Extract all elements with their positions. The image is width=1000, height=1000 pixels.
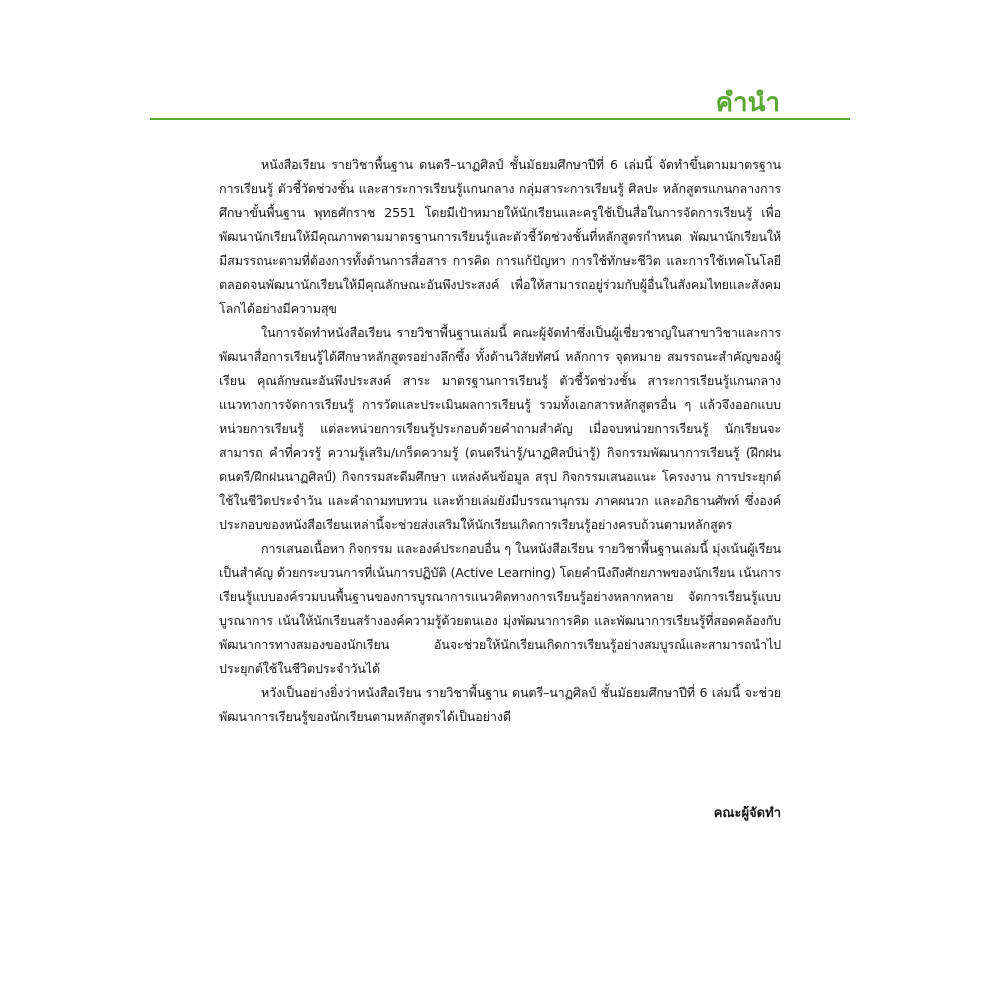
paragraph-1: หนังสือเรียน รายวิชาพื้นฐาน ดนตรี–นาฏศิลป์ ชั้นมัธยมศึกษาปีที่ 6 เล่มนี้ จัดทำขึ้นตามมาตรฐานการเรียนรู้ ตัวชี้วัดช่วงชั้น และสาระการเรียนรู้แกนกลาง กลุ่มสาระการเรียนรู้ ศิลปะ หลักสูตรแกนกลางการศึกษาขั้นพื้นฐาน พุทธศักราช 2551 โดยมีเป้าหมายให้นักเรียนและครูใช้เป็นสื่อในการจัดการเรียนรู้ เพื่อพัฒนานักเรียนให้มีคุณภาพตามมาตรฐานการเรียนรู้และตัวชี้วัดช่วงชั้นที่หลักสูตรกำหนด พัฒนานักเรียนให้มีสมรรถนะตามที่ต้องการทั้งด้านการสื่อสาร การคิด การแก้ปัญหา การใช้ทักษะชีวิต และการใช้เทคโนโลยี ตลอดจนพัฒนานักเรียนให้มีคุณลักษณะอันพึงประสงค์ เพื่อให้สามารถอยู่ร่วมกับผู้อื่นในสังคมไทยและสังคมโลกได้อย่างมีความสุข (219, 157, 781, 316)
page-title: คำนำ (715, 88, 780, 118)
author-signature: คณะผู้จัดทำ (713, 806, 781, 821)
paragraph-3: การเสนอเนื้อหา กิจกรรม และองค์ประกอบอื่น ๆ ในหนังสือเรียน รายวิชาพื้นฐานเล่มนี้ มุ่งเน้นผู้เรียนเป็นสำคัญ ด้วยกระบวนการที่เน้นการปฏิบัติ (Active Learning) โดยคำนึงถึงศักยภาพของนักเรียน เน้นการเรียนรู้แบบองค์รวมบนพื้นฐานของการบูรณาการแนวคิดทางการเรียนรู้อย่างหลากหลาย จัดการเรียนรู้แบบบูรณาการ เน้นให้นักเรียนสร้างองค์ความรู้ด้วยตนเอง มุ่งพัฒนาการคิด และพัฒนาการเรียนรู้ที่สอดคล้องกับพัฒนาการทางสมองของนักเรียน อันจะช่วยให้นักเรียนเกิดการเรียนรู้อย่างสมบูรณ์และสามารถนำไปประยุกต์ใช้ในชีวิตประจำวันได้ (219, 541, 781, 676)
paragraph-2: ในการจัดทำหนังสือเรียน รายวิชาพื้นฐานเล่มนี้ คณะผู้จัดทำซึ่งเป็นผู้เชี่ยวชาญในสาขาวิชาและการพัฒนาสื่อการเรียนรู้ได้ศึกษาหลักสูตรอย่างลึกซึ้ง ทั้งด้านวิสัยทัศน์ หลักการ จุดหมาย สมรรถนะสำคัญของผู้เรียน คุณลักษณะอันพึงประสงค์ สาระ มาตรฐานการเรียนรู้ ตัวชี้วัดช่วงชั้น สาระการเรียนรู้แกนกลาง แนวทางการจัดการเรียนรู้ การวัดและประเมินผลการเรียนรู้ รวมทั้งเอกสารหลักสูตรอื่น ๆ แล้วจึงออกแบบหน่วยการเรียนรู้ แต่ละหน่วยการเรียนรู้ประกอบด้วยคำถามสำคัญ เมื่อจบหน่วยการเรียนรู้ นักเรียนจะสามารถ คำที่ควรรู้ ความรู้เสริม/เกร็ดความรู้ (ดนตรีน่ารู้/นาฏศิลป์น่ารู้) กิจกรรมพัฒนาการเรียนรู้ (ฝึกฝนดนตรี/ฝึกฝนนาฏศิลป์) กิจกรรมสะดีมศึกษา แหล่งค้นข้อมูล สรุป กิจกรรมเสนอแนะ โครงงาน การประยุกต์ใช้ในชีวิตประจำวัน และคำถามทบทวน และท้ายเล่มยังมีบรรณานุกรม ภาคผนวก และอภิธานศัพท์ ซึ่งองค์ประกอบของหนังสือเรียนเหล่านี้จะช่วยส่งเสริมให้นักเรียนเกิดการเรียนรู้อย่างครบถ้วนตามหลักสูตร (219, 325, 781, 532)
title-divider (150, 118, 850, 120)
paragraph-4: หวังเป็นอย่างยิ่งว่าหนังสือเรียน รายวิชาพื้นฐาน ดนตรี–นาฏศิลป์ ชั้นมัธยมศึกษาปีที่ 6 เล่มนี้ จะช่วยพัฒนาการเรียนรู้ของนักเรียนตามหลักสูตรได้เป็นอย่างดี (219, 685, 781, 724)
preface-body (219, 153, 781, 729)
